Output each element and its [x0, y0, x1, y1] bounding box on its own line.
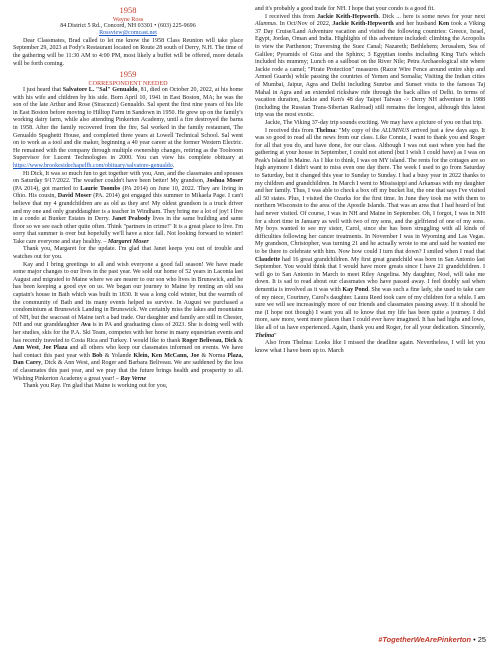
paragraph: Thank you, Margaret for the update. I'm glad that Janet keeps you out of trouble and watches out for you. — [13, 246, 243, 261]
left-column — [13, 6, 243, 391]
paragraph: Dear Classmates, Brad called to let me know the 1958 Class Reunion will take place September 29, 2023 at Fody's Restaurant located on Route 28 south of Derry, N.H. The time of the gathering will be 11:30 AM to 4:00 PM, most likely a buffet will be offered, more details will be forth coming. — [13, 37, 243, 67]
paragraph: I just heard that Salvatore L. "Sal" Genualdo, 81, died on October 20, 2022, at his home with his wife and children by his side. Born April 10, 1941 in East Boston, MA; he was the son of the late Arthur and Rose (Stracuzzi) Genualdo. Sal spent the first nine years of his life in East Boston before moving to Hilltop Farm in Sandown in 1950. He grew up on the family's working dairy farm, while also attending Pinkerton Academy, until a fire destroyed the barns in 1958. After the family recovered from the fire, Sal worked in the family restaurant, The Genualdo Spaghetti House, and completed three years at Lowell Technical School. Sal went on to work as a tool and die maker, beginning a 40 year career at the former Western Electric. He remained with the company through multiple ownership changes, retiring as the Toolroom Supervisor for Lucent Technologies in 2000. You can view his complete obituary at https://www.brookesidechapelfh.com/obituary/salvatore-genualdo. — [13, 87, 243, 169]
paragraph: I received this from Thelma: "My copy of the ALUMNUS arrived just a few days ago. It was so good to read all the news from our class. Like Connie, I want to thank you and Roger for all that you do, and have done, for our class. Although I was out east when you had the gathering at your house in September, I could not attend (but I wish I could have) as I was on Peak's Island in Maine. As I like to think, I was on MY island. The rents for the cottages are so high anymore I didn't want to miss even one day there. The week I used to go from Saturday to Saturday, but it changed this year to Sunday to Sunday. I had a busy year in 2022 thanks to my children and grandchildren. In March I went to Mississippi and Arkansas with my daughter and her family. Thus, I was able to check a box off my bucket list, the one that says I've visited all 50 states. Plus, I visited the Ozarks for the first time. In June they took me with them to northern Wisconsin to the area of the Apostle Islands. That was an area that I had heard of but had never visited. Of course, I was in NH and Maine in September. Oh, I forgot, I was in NH for a short time in January as well with two of my sons, and the girlfriend of one of my sons. My boys wanted to see my sister, Carol, since she has been struggling with all kinds of difficulties following her cancer treatments. In November I was in Wyoming and Las Vegas. My grandson, Christopher, was turning 21 and he actually wrote to me and said he wanted me to be there to celebrate with him. Now how could I turn that down? I smiled when I read that Claudette had 16 great grandchildren. My first great grandchild was born in San Antonio last September. You would think that I would have more greats since I have 21 grandchildren. I will go to San Antonio in March to meet Riley Angelina. My daughter, Noel, will take me down. It is sad to read about our classmates who have passed away. I feel doubly sad when dementia is involved as it was with Kay Pond. She was such a fine lady, she used to take care of my niece, Courtney, Carol's daughter. Laura Reed took care of my children for a while. I am sure we will see increasingly more of our friends and classmates passing away. If it should be me (I hope not though) I want you all to know that my life has been quite a journey. I did more, saw more, went more places than I could ever have imagined. It has had highs and lows, like all of us have experienced. Again, thank you and Roger, for all your dedication. Sincerely, Thelma" — [255, 127, 485, 339]
class-year-1959: 1959 — [119, 69, 137, 80]
right-column — [255, 6, 485, 355]
correspondent-needed: CORRESPONDENT NEEDED — [88, 79, 168, 87]
footer-hashtag: #TogetherWeArePinkerton — [378, 635, 472, 644]
obituary-link[interactable]: https://www.brookesidechapelfh.com/obituary/salvatore-genualdo — [13, 162, 173, 169]
paragraph: Kay and I bring greetings to all and wish everyone a good fall season! We have made some major changes to our lives in the past year. We sold our home of 52 years in Laconia last August and migrated to Maine where we are nearer to our son who lives in Brunswick, and he has been keeping a good eye on us. We began our journey to Maine by renting an old sea captain's house in Bath which was built in 1830. It was a long cold winter, but the warmth of the community of Bath and its many events helped us survive. In August we purchased a condominium at Brunswick Landing in Brunswick. We certainly miss the lakes and mountains of NH, but the seacoast of Maine isn't a bad trade. Our daughter and family are still in Chester, NH and our granddaughter Ava is in PA and graduating class of 2023. She is doing well with her studies, skis for the P.A. Ski Team, competes with her horse in many equestrian events and has recently traveled to Costa Rica and Turkey. I would like to thank Roger Beliveau, Dick & Ann West, Joe Plaza and all others who keep our classmates informed on events. We have had contact this past year with Bob & Yolande Klein, Ken McCann, Joe & Norma Plaza, Dan Carey, Dick & Ann West, and Roger and Barbara Beliveau. We are saddened by the loss of classmates this past year, and we pray that the future brings health and prosperity to all. Wishing Pinkerton Academy a great year! – Ray Verne — [13, 261, 244, 382]
class-year-1958: 1958 — [119, 5, 137, 15]
page-number: 25 — [477, 635, 486, 644]
paragraph: Jackie, The Viking 37-day trip sounds exciting. We may have a picture of you on that trip. — [265, 119, 483, 126]
paragraph: Also from Thelma: Looks like I missed the deadline again. Nevertheless, I will let you know what I have been up to. March — [255, 340, 485, 354]
paragraph: Thank you Ray. I'm glad that Maine is working out for you, — [23, 383, 168, 390]
footer-separator: • — [471, 635, 478, 644]
correspondent-contact: 84 District 5 Rd., Concord, NH 03301 • (603) 225-9696 — [60, 22, 196, 29]
paragraph: I received this from Jackie Keith-Hepworth. Dick ... here is some news for your next Alumnus. In Oct/Nov of 2022, Jackie Keith-Hepworth and her husband Ken took a Viking 37 Day Cruise/Land Adventure vacation and visited the following countries: Greece, Israel, Egypt, Jordan, Oman and India. Highlights of this adventure included: climbing the Acropolis to view the Parthenon; Traversing the Suez Canal; Nazareth; Bethlehem; Jerusalem, Sea of Galilee; Pyramids of Giza and the Sphinx; 3 Egyptian tombs including King Tut's which included his mummy; Lunch on a sailboat on the River Nile; Petra Archaeological site where Jackie rode a camel; "Pirate Protection" measures (Razor Wire Fence around entire ship and Armed Guards) while passing the countries of Yemen and Somalia; Visiting the Indian cities of Mumbai, Jaipur, Agra and Delhi including Sunrise and Sunset visits to the famous Taj Mahal in Agra and an extended rickshaw ride through the back allies of Delhi. In terms of vacation duration, Jackie and Ken's 48 day Taipei Taiwan -> Derry NH adventure in 1988 (including the Russian Trans-Siberian Railroad) still remains the longest, although this latest trip was the most exotic. — [255, 13, 486, 119]
correspondent-name: Wayne Ross — [112, 15, 144, 23]
correspondent-email-link[interactable]: Rossview@comcast.net — [99, 30, 157, 37]
paragraph: Hi Dick, It was so much fun to get together with you, Ann, and the classmates and spouses on Saturday 9/17/2022. The weather couldn't have been better! My grandson, Joshua Moser (PA 2014), got married to Laurie Toombs (PA 2014) on June 10, 2022. They are living in Ohio. His cousin, David Moser (PA. 2014) got engaged this summer to Mikaela Page. I can't believe that my 4 grandchildren are as old as they are! My oldest grandson is a truck driver and my one and only granddaughter is a teacher in Windham. They bring me a lot of joy! I live in a condo at Bunker Estates in Derry. Janet Peabody lives in the same building and same floor so we see each other quite often. Think "partners in crime!" It is a great place to live. I'm sorry that summer is over but hopefully we'll have a nice fall. Not looking forward to winter! Take care everyone and stay healthy. – Margaret Moser — [13, 170, 244, 245]
paragraph: and it's probably a good trade for NH. I hope that your condo is a good fit. — [255, 6, 435, 12]
page-footer — [378, 635, 486, 644]
